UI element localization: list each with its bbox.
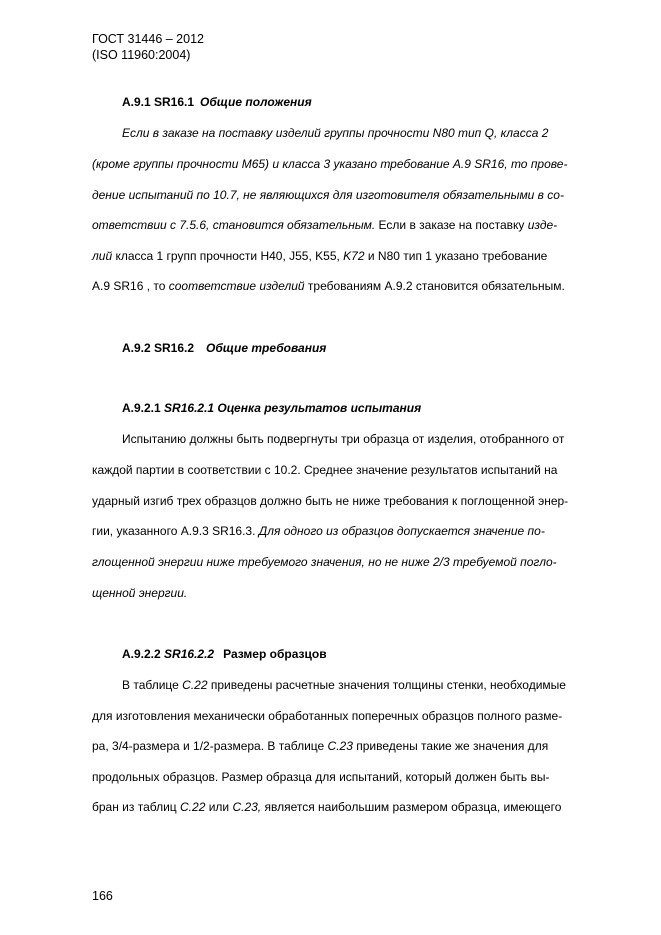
paragraph-line: Испытанию должны быть подвергнуты три образца от изделия, отобранного от [122, 432, 565, 446]
iso-reference: (ISO 11960:2004) [92, 48, 191, 62]
paragraph-line: бран из таблиц C.22 или C.23, является наибольшим размером образца, имеющего [92, 800, 562, 814]
page-number: 166 [92, 889, 113, 903]
section-number: A.9.1 SR16.1 [122, 95, 195, 109]
section-code: SR16.2.2 [164, 647, 215, 661]
paragraph-line: ударный изгиб трех образцов должно быть не ниже требования к поглощенной энер- [92, 494, 569, 508]
section-title: Общие требования [206, 341, 327, 355]
paragraph-line: A.9 SR16 , то соответствие изделий требованиям A.9.2 становится обязательным. [92, 279, 565, 293]
paragraph-line: глощенной энергии ниже требуемого значения, но не ниже 2/3 требуемой погло- [92, 555, 557, 569]
paragraph-line: для изготовления механически обработанных поперечных образцов полного разме- [92, 709, 563, 723]
paragraph-line: дение испытаний по 10.7, не являющихся для изготовителя обязательными в со- [92, 188, 564, 202]
paragraph-line: ра, 3/4-размера и 1/2-размера. В таблице C.23 приведены такие же значения для [92, 739, 549, 753]
paragraph-line: щенной энергии. [92, 586, 188, 600]
standard-number: ГОСТ 31446 – 2012 [92, 32, 204, 46]
paragraph-line: В таблице C.22 приведены расчетные значения толщины стенки, необходимые [122, 678, 566, 692]
paragraph-line: лий класса 1 групп прочности H40, J55, K55, K72 и N80 тип 1 указано требование [92, 249, 548, 263]
section-a921-heading [122, 401, 421, 415]
paragraph-line: ответствии с 7.5.6, становится обязательным. Если в заказе на поставку изде- [92, 218, 558, 232]
document-header [92, 31, 204, 63]
section-a922-heading [122, 647, 327, 661]
section-number: A.9.2 SR16.2 [122, 341, 195, 355]
paragraph-line: каждой партии в соответствии с 10.2. Среднее значение результатов испытаний на [92, 463, 558, 477]
section-title: Размер образцов [223, 647, 327, 661]
section-title: SR16.2.1 Оценка результатов испытания [164, 401, 422, 415]
paragraph-line: (кроме группы прочности M65) и класса 3 указано требование A.9 SR16, то прове- [92, 157, 568, 171]
section-title: Общие положения [200, 95, 312, 109]
section-number: A.9.2.2 [122, 647, 161, 661]
paragraph-line: Если в заказе на поставку изделий группы прочности N80 тип Q, класса 2 [122, 126, 549, 140]
paragraph-line: гии, указанного A.9.3 SR16.3. Для одного из образцов допускается значение по- [92, 524, 545, 538]
section-a92-heading [122, 341, 326, 355]
section-a91-heading [122, 95, 312, 109]
paragraph-line: продольных образцов. Размер образца для испытаний, который должен быть вы- [92, 770, 550, 784]
section-number: A.9.2.1 [122, 401, 161, 415]
